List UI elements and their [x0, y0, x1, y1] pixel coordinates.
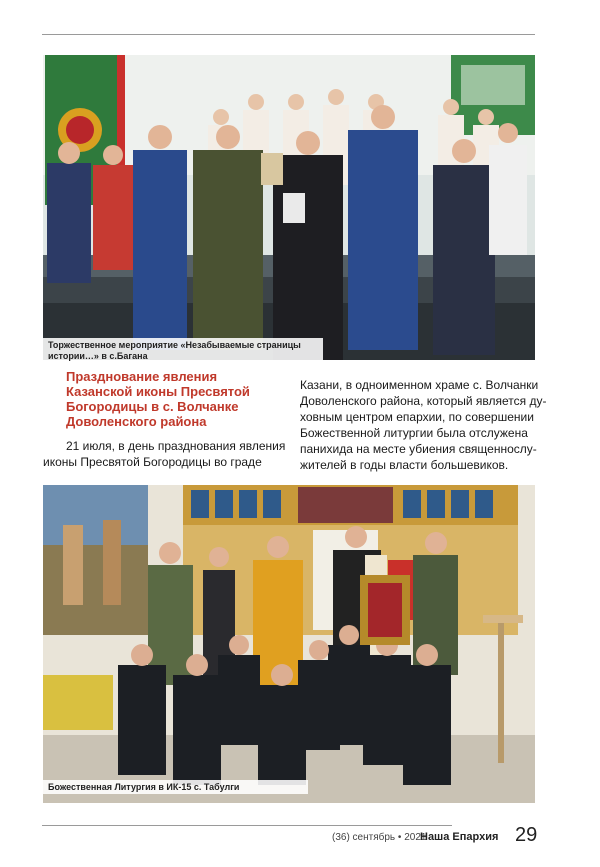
footer-magazine-title: Наша Епархия	[420, 831, 499, 843]
page-number: 29	[515, 824, 538, 846]
heading-line: Празднование явления	[66, 369, 218, 384]
top-photo-caption: Торжественное мероприятие «Незабываемые страницы истории…» в с.Багана	[43, 338, 323, 363]
liturgy-group-photo	[43, 485, 535, 803]
body-line: иконы Пресвятой Богородицы во граде	[43, 455, 262, 469]
body-line: Доволенского района, который является ду-	[300, 394, 547, 408]
heading-line: Богородицы в с. Волчанке	[66, 399, 239, 414]
article-column-left	[43, 438, 286, 470]
body-line: панихида на месте убиения священнослу-	[300, 442, 537, 456]
body-line: ховным центром епархии, по совершении	[300, 410, 534, 424]
article-column-right	[300, 377, 547, 473]
footer-rule	[42, 825, 452, 826]
heading-line: Казанской иконы Пресвятой	[66, 384, 250, 399]
body-line: жителей в годы власти большевиков.	[300, 458, 509, 472]
top-rule	[42, 34, 535, 35]
footer-issue-date: (36) сентябрь • 2021	[332, 832, 427, 843]
heading-line: Доволенского района	[66, 414, 207, 429]
body-line: 21 июля, в день празднования явления	[66, 439, 286, 453]
ceremony-group-photo	[43, 55, 535, 360]
article-heading	[66, 369, 281, 429]
body-line: Казани, в одноименном храме с. Волчанки	[300, 378, 539, 392]
bottom-photo-caption: Божественная Литургия в ИК-15 с. Табулги	[43, 780, 308, 794]
body-line: Божественной литургии была отслужена	[300, 426, 528, 440]
